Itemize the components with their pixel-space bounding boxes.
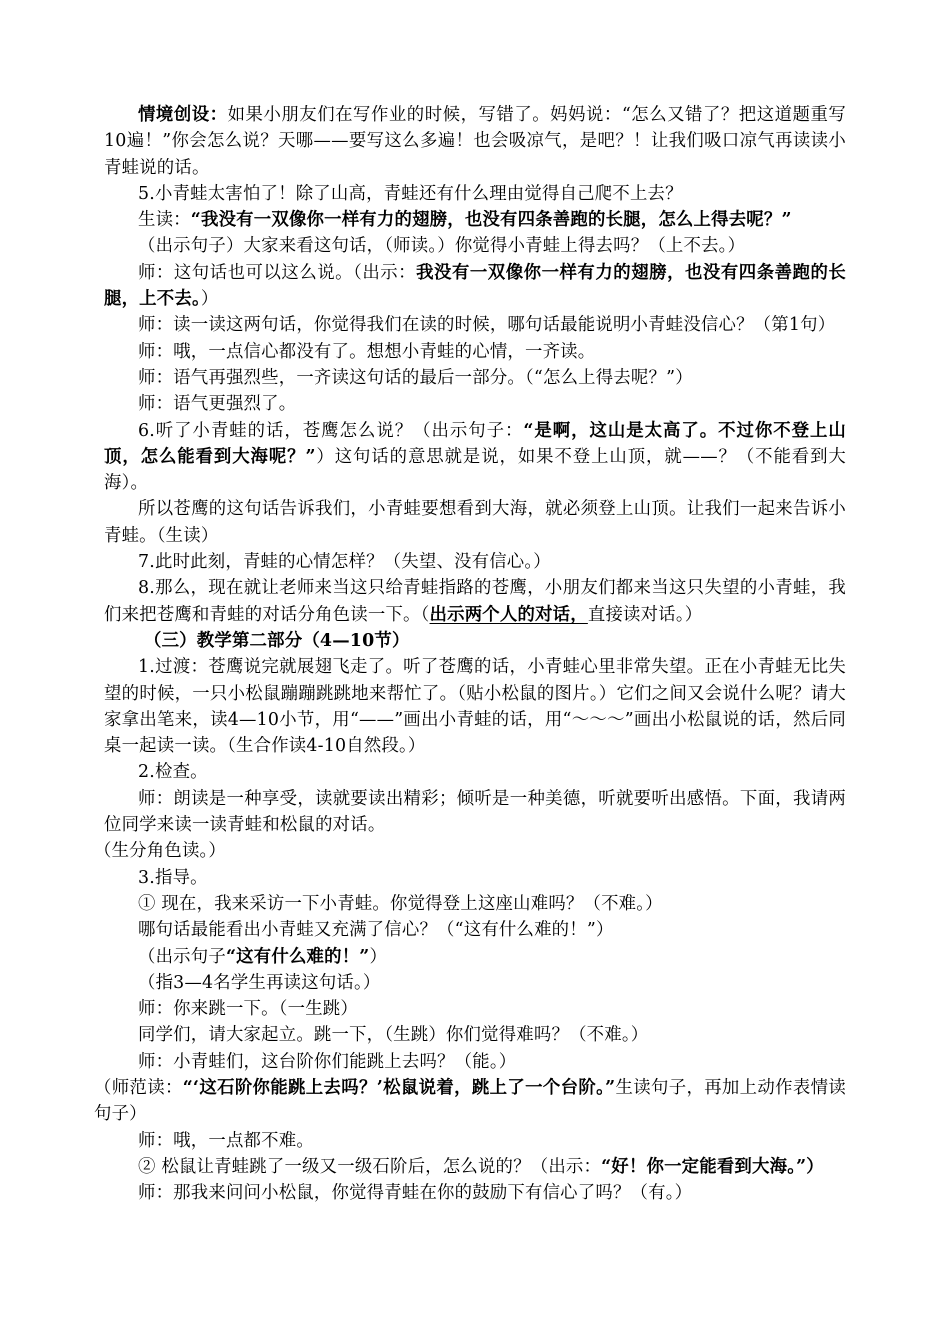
underlined-text: 出示两个人的对话， [429,604,588,625]
text-run: 师：这句话也可以这么说。（出示： [138,262,417,283]
section-heading [104,628,846,654]
text-run: 6.听了小青蛙的话，苍鹰怎么说？（出示句子： [138,420,524,441]
text-run: 3.指导。 [138,867,208,888]
paragraph [104,970,846,996]
text-run: 哪句话最能看出小青蛙又充满了信心？（“这有什么难的！”） [138,920,614,941]
bold-text: “这有什么难的！” [225,946,370,967]
text-run: （生分角色读。） [94,841,227,862]
paragraph [104,207,846,233]
text-run: （出示句子）大家来看这句话，（师读。）你觉得小青蛙上得去吗？（上不去。） [138,236,746,257]
text-run: ）这句话的意思就是说，如果不登上山顶，就——？（不能看到大海）。 [104,446,847,494]
paragraph [104,260,846,313]
text-run: 7.此时此刻，青蛙的心情怎样？（失望、没有信心。） [138,552,551,573]
paragraph [94,1075,846,1128]
text-run: 师：哦，一点都不难。 [138,1130,314,1151]
text-run: 师：小青蛙们，这台阶你们能跳上去吗？（能。） [138,1051,517,1072]
text-run: 直接读对话。） [587,604,703,625]
paragraph [104,365,846,391]
paragraph [104,786,846,839]
text-run: 同学们，请大家起立。跳一下，（生跳）你们觉得难吗？（不难。） [138,1025,649,1046]
text-run: （出示句子 [138,946,226,967]
text-run: ） [200,289,219,310]
paragraph [104,102,846,181]
text-run: 生读： [138,210,191,231]
bold-text: 情境创设： [138,105,228,125]
paragraph [104,1180,846,1206]
text-run: ） [369,946,388,967]
text-run: （三）教学第二部分（4—10节） [144,630,410,651]
text-run: 师：读一读这两句话，你觉得我们在读的时候，哪句话最能说明小青蛙没信心？（第1句） [138,315,836,336]
text-run: 师：哦，一点信心都没有了。想想小青蛙的心情，一齐读。 [138,341,596,362]
text-run: 师：语气更强烈了。 [138,394,297,415]
bold-text: “是啊，这山是太高了。不过你不登上山顶，怎么能看到大海呢？” [104,420,846,467]
paragraph [104,996,846,1022]
paragraph [94,838,846,864]
paragraph [104,944,846,970]
bold-text: 我没有一双像你一样有力的翅膀，也没有四条善跑的长腿，上不去。 [104,262,846,310]
paragraph [104,418,846,497]
paragraph [104,1049,846,1075]
document-body [94,102,847,1206]
text-run: 1.过渡：苍鹰说完就展翅飞走了。听了苍鹰的话，小青蛙心里非常失望。正在小青蛙无比失望的时候，一只小松鼠蹦蹦跳跳地来帮忙了。（贴小松鼠的图片。）它们之间又会说什么呢？请大家拿出笔来，读4—10小节，用“——”画出小青蛙的话，用“～～～”画出小松鼠说的话，然后同桌一起读一读。（生合作读4-10自然段。） [104,657,846,757]
paragraph [104,233,846,259]
paragraph [104,312,846,338]
paragraph [104,549,846,575]
text-run: ① 现在，我来采访一下小青蛙。你觉得登上这座山难吗？（不难。） [138,893,663,914]
text-run: 生读句子，再加上动作表情读句子） [94,1077,846,1125]
paragraph [104,391,846,417]
paragraph [104,654,846,759]
text-run: 师：那我来问问小松鼠，你觉得青蛙在你的鼓励下有信心了吗？（有。） [138,1183,693,1204]
text-run: 如果小朋友们在写作业的时候，写错了。妈妈说：“怎么又错了？把这道题重写10遍！”你会怎么说？天哪——要写这么多遍！也会吸凉气，是吧？！让我们吸口凉气再读读小青蛙说的话。 [104,105,846,178]
paragraph [104,181,846,207]
text-run: 师：朗读是一种享受，读就要读出精彩；倾听是一种美德，听就要听出感悟。下面，我请两位同学来读一读青蛙和松鼠的对话。 [104,788,846,836]
paragraph [104,917,846,943]
paragraph [104,575,846,628]
text-run: 所以苍鹰的这句话告诉我们，小青蛙要想看到大海，就必须登上山顶。让我们一起来告诉小青蛙。（生读） [104,499,846,546]
paragraph [104,759,846,785]
text-run: 8.那么，现在就让老师来当这只给青蛙指路的苍鹰，小朋友们都来当这只失望的小青蛙，我们来把苍鹰和青蛙的对话分角色读一下。（ [104,578,846,625]
paragraph [104,496,846,549]
bold-text: “好！你一定能看到大海。”） [601,1156,824,1177]
paragraph [104,891,846,917]
text-run: （师范读： [94,1077,183,1098]
text-run: ② 松鼠让青蛙跳了一级又一级石阶后，怎么说的？（出示： [138,1156,602,1177]
paragraph [104,865,846,891]
text-run: （指3—4名学生再读这句话。） [138,972,381,993]
text-run: 师：语气再强烈些，一齐读这句话的最后一部分。（“怎么上得去呢？”） [138,367,693,388]
text-run: 5.小青蛙太害怕了！除了山高，青蛙还有什么理由觉得自己爬不上去？ [138,183,683,204]
paragraph [104,1154,846,1180]
bold-text: “我没有一双像你一样有力的翅膀，也没有四条善跑的长腿，怎么上得去呢？” [190,210,792,231]
text-run: 2.检查。 [138,762,208,783]
paragraph [104,339,846,365]
paragraph [104,1022,846,1048]
bold-text: “‘这石阶你能跳上去吗？’松鼠说着，跳上了一个台阶。” [182,1077,616,1098]
text-run: 师：你来跳一下。（一生跳） [138,999,358,1020]
paragraph [104,1128,846,1154]
